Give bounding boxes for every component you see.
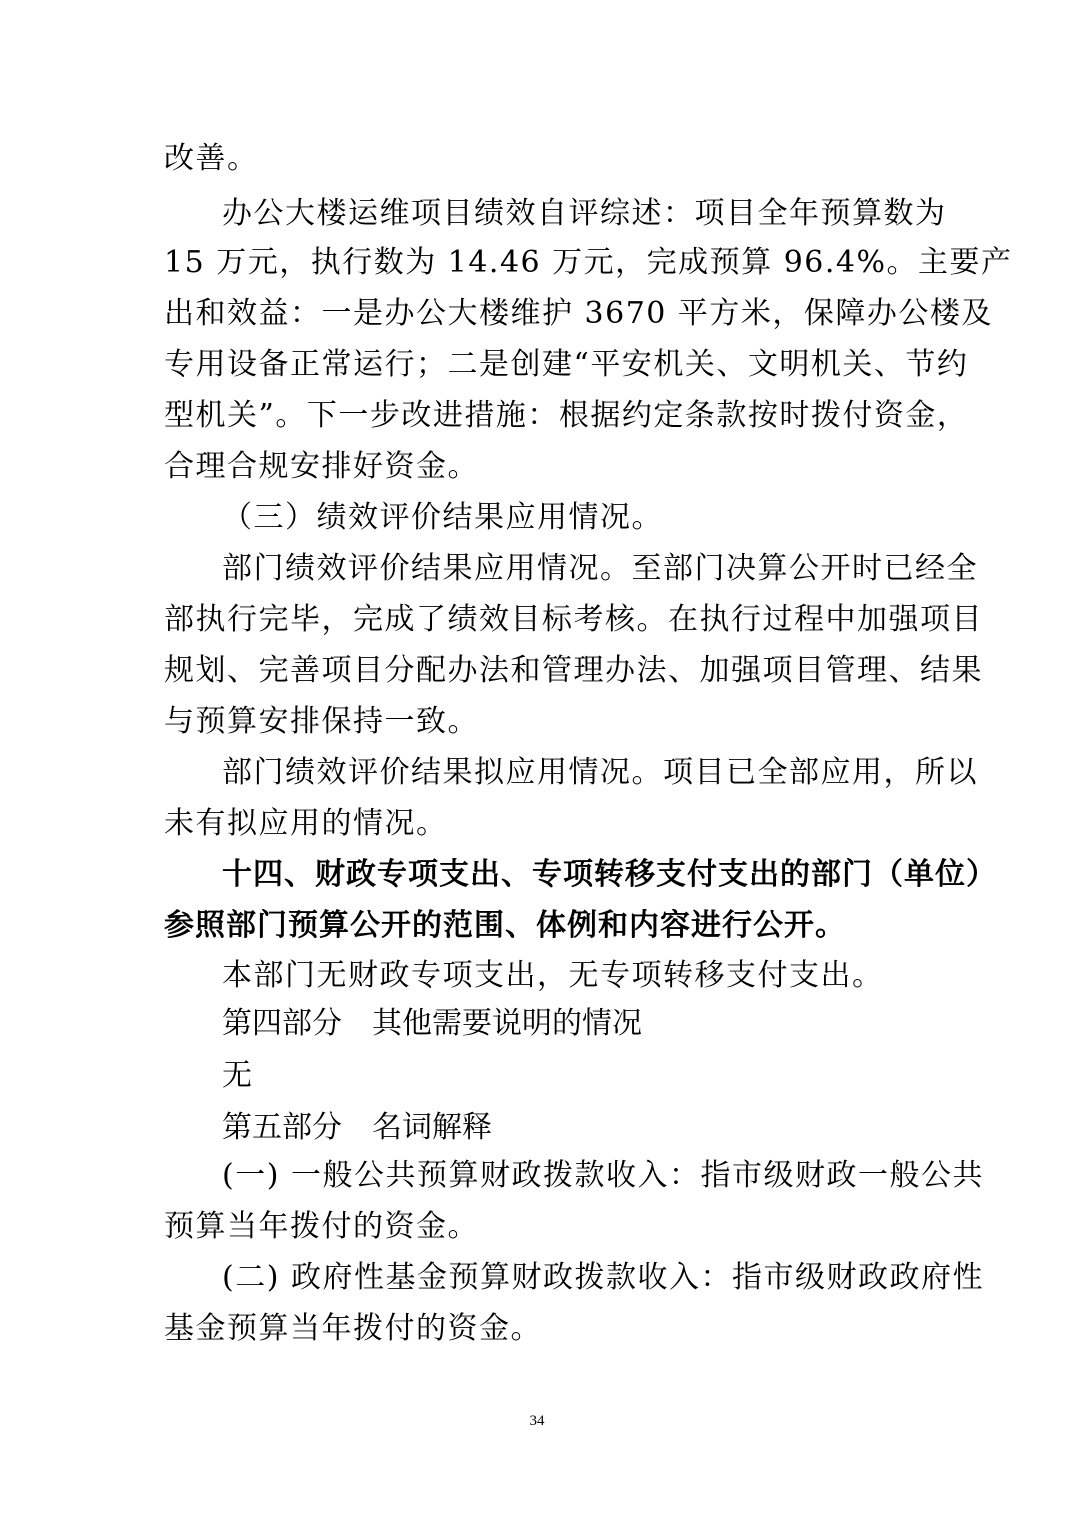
part-heading: 第五部分 名词解释 [222, 1110, 492, 1145]
text-line: 规划、完善项目分配办法和管理办法、加强项目管理、结果 [164, 653, 983, 688]
section-heading: 参照部门预算公开的范围、体例和内容进行公开。 [164, 908, 846, 943]
text-line: 预算当年拨付的资金。 [164, 1209, 479, 1244]
text-line: 部执行完毕，完成了绩效目标考核。在执行过程中加强项目 [164, 602, 983, 637]
text-line: (一) 一般公共预算财政拨款收入：指市级财政一般公共 [222, 1158, 984, 1193]
text-line: (二) 政府性基金预算财政拨款收入：指市级财政政府性 [222, 1260, 984, 1295]
text-line: 专用设备正常运行；二是创建“平安机关、文明机关、节约 [164, 347, 969, 382]
section-heading: 十四、财政专项支出、专项转移支付支出的部门（单位） [222, 857, 997, 892]
text-line: 改善。 [164, 141, 259, 176]
text-line: 部门绩效评价结果拟应用情况。项目已全部应用，所以 [222, 755, 978, 790]
text-line: 办公大楼运维项目绩效自评综述：项目全年预算数为 [222, 196, 947, 231]
text-line: 型机关”。下一步改进措施：根据约定条款按时拨付资金， [164, 398, 969, 433]
text-line: 基金预算当年拨付的资金。 [164, 1311, 542, 1346]
text-line: 合理合规安排好资金。 [164, 449, 479, 484]
part-heading: 第四部分 其他需要说明的情况 [222, 1006, 642, 1041]
text-line: 出和效益：一是办公大楼维护 3670 平方米，保障办公楼及 [164, 296, 993, 331]
text-line: 15 万元，执行数为 14.46 万元，完成预算 96.4%。主要产 [164, 245, 1013, 280]
section-subheading: （三）绩效评价结果应用情况。 [222, 500, 663, 535]
text-line: 本部门无财政专项支出，无专项转移支付支出。 [222, 958, 884, 993]
page-number: 34 [529, 1413, 545, 1429]
text-line: 未有拟应用的情况。 [164, 806, 448, 841]
text-line: 部门绩效评价结果应用情况。至部门决算公开时已经全 [222, 551, 978, 586]
text-line: 无 [222, 1058, 252, 1093]
text-line: 与预算安排保持一致。 [164, 704, 479, 739]
